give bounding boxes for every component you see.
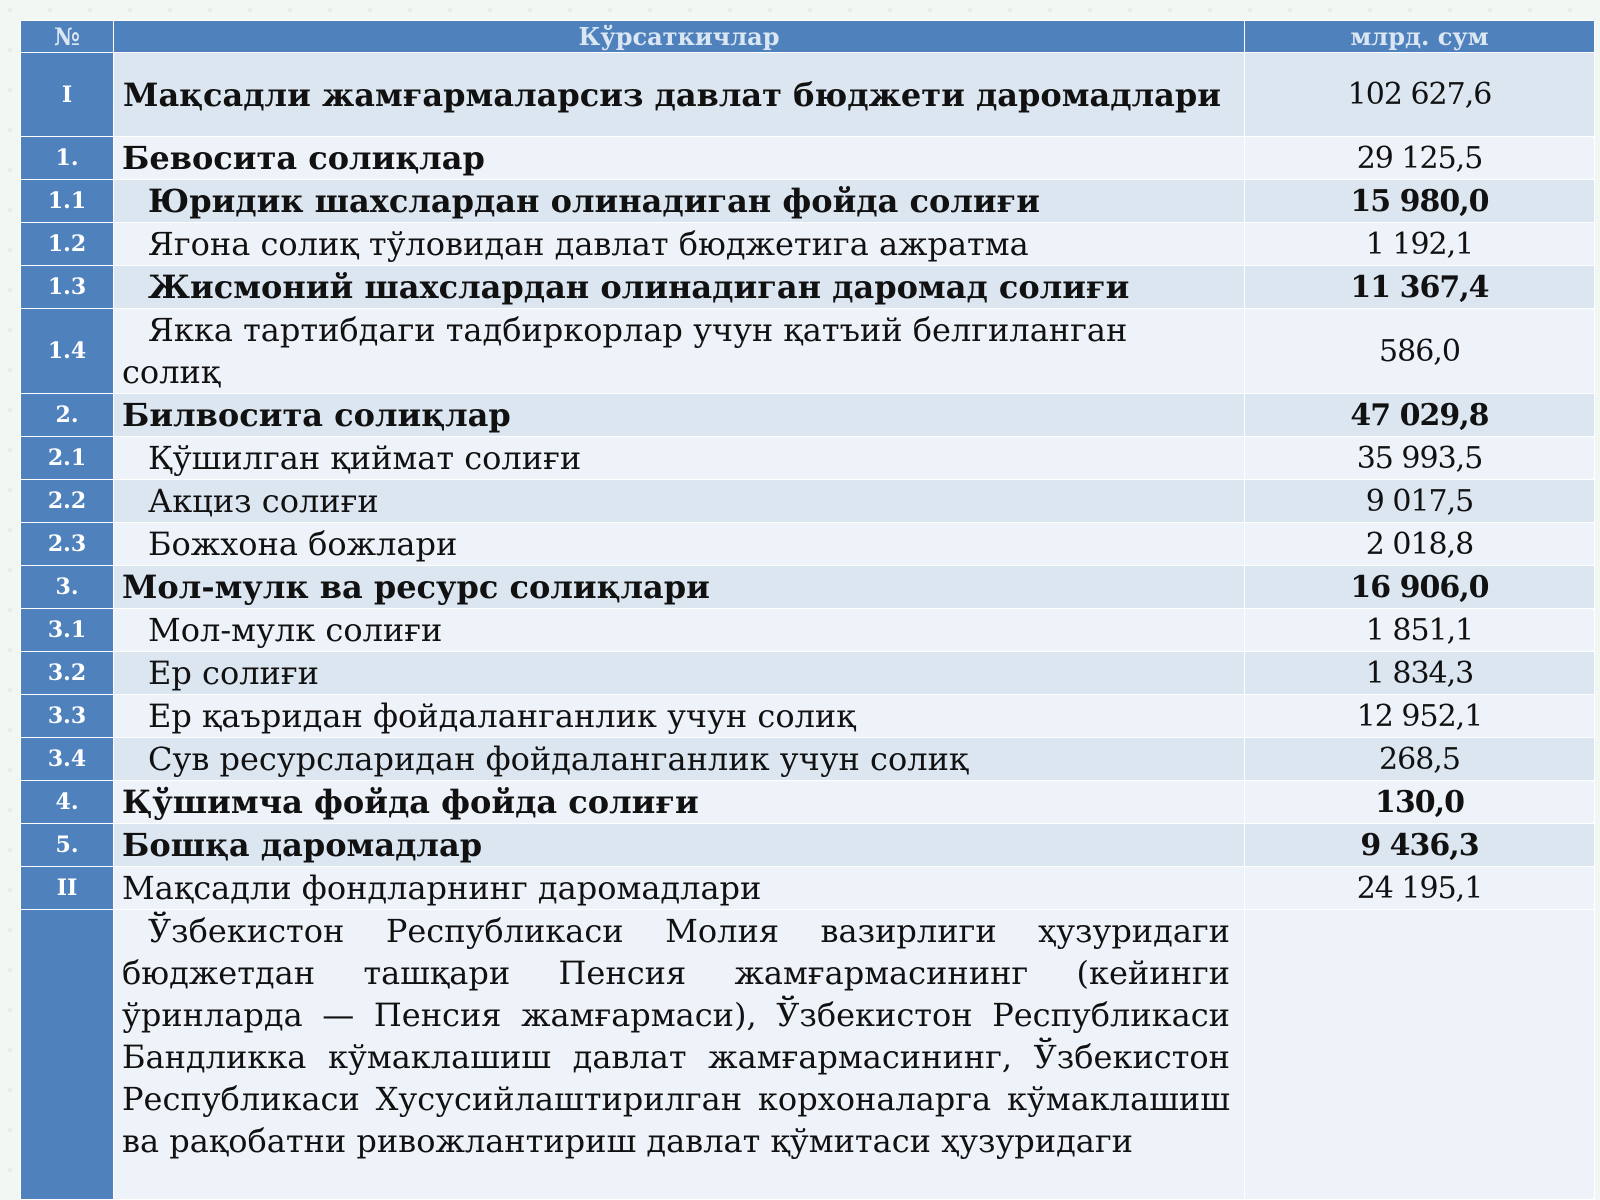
header-number: № bbox=[21, 21, 114, 53]
budget-revenue-table bbox=[20, 20, 1595, 1200]
row-value: 268,5 bbox=[1245, 738, 1595, 781]
row-value: 47 029,8 bbox=[1245, 394, 1595, 437]
row-number: 1.2 bbox=[21, 223, 114, 266]
row-number: 2. bbox=[21, 394, 114, 437]
row-value: 586,0 bbox=[1245, 309, 1595, 394]
row-label: Акциз солиғи bbox=[114, 480, 1245, 523]
table-row bbox=[21, 609, 1595, 652]
note-text: Ўзбекистон Республикаси Молия вазирлиги ҳузуридаги бюджетдан ташқари Пенсия жамғармасининг (кейинги ўринларда — Пенсия жамғармаси), Ўзбекистон Республикаси Бандликка кўмаклашиш давлат жамғармасининг, Ўзбекистон Республикаси Хусусийлаштирилган корхоналарга кўмаклашиш ва рақобатни ривожлантириш давлат қўмитаси ҳузуридаги bbox=[114, 910, 1245, 1200]
table-row bbox=[21, 566, 1595, 609]
row-number: 2.1 bbox=[21, 437, 114, 480]
table-row bbox=[21, 394, 1595, 437]
row-value: 35 993,5 bbox=[1245, 437, 1595, 480]
row-label: Билвосита солиқлар bbox=[114, 394, 1245, 437]
row-label: Ягона солиқ тўловидан давлат бюджетига ажратма bbox=[114, 223, 1245, 266]
table-row bbox=[21, 437, 1595, 480]
header-unit: млрд. сум bbox=[1245, 21, 1595, 53]
row-number: 1. bbox=[21, 137, 114, 180]
row-number-empty bbox=[21, 910, 114, 1200]
table-row bbox=[21, 652, 1595, 695]
row-number: 2.2 bbox=[21, 480, 114, 523]
row-number: 3.3 bbox=[21, 695, 114, 738]
table-row bbox=[21, 137, 1595, 180]
row-value: 2 018,8 bbox=[1245, 523, 1595, 566]
row-label: Қўшилган қиймат солиғи bbox=[114, 437, 1245, 480]
table-row bbox=[21, 867, 1595, 910]
row-label: Ер қаъридан фойдаланганлик учун солиқ bbox=[114, 695, 1245, 738]
row-label: Мол-мулк солиғи bbox=[114, 609, 1245, 652]
table-row bbox=[21, 480, 1595, 523]
row-number: 3. bbox=[21, 566, 114, 609]
row-value: 12 952,1 bbox=[1245, 695, 1595, 738]
table-header bbox=[21, 21, 1595, 53]
table-row bbox=[21, 53, 1595, 137]
row-number: 3.1 bbox=[21, 609, 114, 652]
header-indicators: Кўрсаткичлар bbox=[114, 21, 1245, 53]
row-number: 2.3 bbox=[21, 523, 114, 566]
row-value: 9 436,3 bbox=[1245, 824, 1595, 867]
row-value: 15 980,0 bbox=[1245, 180, 1595, 223]
row-number: I bbox=[21, 53, 114, 137]
row-label: Сув ресурсларидан фойдаланганлик учун солиқ bbox=[114, 738, 1245, 781]
table-row bbox=[21, 781, 1595, 824]
row-value: 130,0 bbox=[1245, 781, 1595, 824]
row-label: Ер солиғи bbox=[114, 652, 1245, 695]
row-value: 1 834,3 bbox=[1245, 652, 1595, 695]
row-number: 1.1 bbox=[21, 180, 114, 223]
row-number: 3.2 bbox=[21, 652, 114, 695]
row-number: 4. bbox=[21, 781, 114, 824]
table-row bbox=[21, 695, 1595, 738]
row-value: 102 627,6 bbox=[1245, 53, 1595, 137]
row-label: Бошқа даромадлар bbox=[114, 824, 1245, 867]
row-label: Бевосита солиқлар bbox=[114, 137, 1245, 180]
row-value: 29 125,5 bbox=[1245, 137, 1595, 180]
row-value: 11 367,4 bbox=[1245, 266, 1595, 309]
table-row bbox=[21, 824, 1595, 867]
row-label: Жисмоний шахслардан олинадиган даромад солиғи bbox=[114, 266, 1245, 309]
row-label: Юридик шахслардан олинадиган фойда солиғи bbox=[114, 180, 1245, 223]
row-value: 24 195,1 bbox=[1245, 867, 1595, 910]
row-label: Якка тартибдаги тадбиркорлар учун қатъий белгиланган солиқ bbox=[114, 309, 1245, 394]
row-label: Мол-мулк ва ресурс солиқлари bbox=[114, 566, 1245, 609]
table-row bbox=[21, 180, 1595, 223]
row-number: 3.4 bbox=[21, 738, 114, 781]
row-label: Мақсадли жамғармаларсиз давлат бюджети даромадлари bbox=[114, 53, 1245, 137]
row-label: Божхона божлари bbox=[114, 523, 1245, 566]
row-value: 16 906,0 bbox=[1245, 566, 1595, 609]
table-row bbox=[21, 266, 1595, 309]
table-row bbox=[21, 309, 1595, 394]
row-value: 9 017,5 bbox=[1245, 480, 1595, 523]
table-row bbox=[21, 223, 1595, 266]
table-row-note bbox=[21, 910, 1595, 1200]
row-number: 1.4 bbox=[21, 309, 114, 394]
table-row bbox=[21, 738, 1595, 781]
row-number: II bbox=[21, 867, 114, 910]
row-number: 5. bbox=[21, 824, 114, 867]
row-value-empty bbox=[1245, 910, 1595, 1200]
row-value: 1 851,1 bbox=[1245, 609, 1595, 652]
row-label: Қўшимча фойда фойда солиғи bbox=[114, 781, 1245, 824]
row-value: 1 192,1 bbox=[1245, 223, 1595, 266]
row-label: Мақсадли фондларнинг даромадлари bbox=[114, 867, 1245, 910]
row-number: 1.3 bbox=[21, 266, 114, 309]
table-row bbox=[21, 523, 1595, 566]
